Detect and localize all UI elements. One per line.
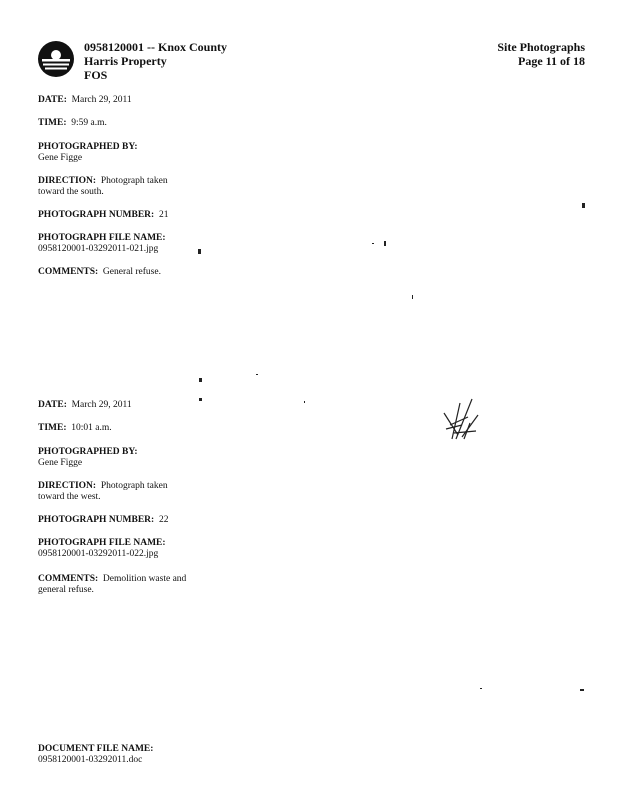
photo-number-field: PHOTOGRAPH NUMBER: 21 <box>38 210 169 220</box>
property-name: Harris Property <box>84 54 167 68</box>
time-field: TIME: 9:59 a.m. <box>38 118 107 128</box>
document-file-name: DOCUMENT FILE NAME: 0958120001-03292011.doc <box>38 744 154 765</box>
scan-speck <box>580 689 584 691</box>
photo-remnant-grass <box>432 395 484 441</box>
scan-speck <box>256 374 258 375</box>
file-name-field: PHOTOGRAPH FILE NAME: 0958120001-03292011-022.jpg <box>38 538 166 559</box>
time-field: TIME: 10:01 a.m. <box>38 423 112 433</box>
unit-name: FOS <box>84 68 108 82</box>
header-right <box>497 40 585 68</box>
scan-speck <box>582 203 585 208</box>
scan-speck <box>199 398 202 401</box>
scan-speck <box>384 241 386 246</box>
date-field: DATE: March 29, 2011 <box>38 95 132 105</box>
agency-logo <box>37 40 75 78</box>
direction-field: DIRECTION: Photograph taken toward the west. <box>38 481 168 502</box>
section-title: Site Photographs <box>497 40 585 54</box>
file-name-field: PHOTOGRAPH FILE NAME: 0958120001-03292011-021.jpg <box>38 233 166 254</box>
photo-number-field: PHOTOGRAPH NUMBER: 22 <box>38 515 169 525</box>
site-id-line: 0958120001 -- Knox County <box>84 40 228 54</box>
scan-speck <box>199 378 202 382</box>
scan-speck <box>480 688 482 689</box>
comments-field: COMMENTS: Demolition waste and general refuse. <box>38 574 187 595</box>
comments-field: COMMENTS: General refuse. <box>38 267 161 277</box>
page-number: Page 11 of 18 <box>518 54 585 68</box>
header-left <box>84 40 227 82</box>
direction-field: DIRECTION: Photograph taken toward the south. <box>38 176 168 197</box>
scan-speck <box>412 295 413 299</box>
scan-speck <box>372 243 374 244</box>
photographer-field: PHOTOGRAPHED BY: Gene Figge <box>38 142 138 163</box>
scan-speck <box>304 401 305 403</box>
date-field: DATE: March 29, 2011 <box>38 400 132 410</box>
scan-speck <box>198 249 201 254</box>
photographer-field: PHOTOGRAPHED BY: Gene Figge <box>38 447 138 468</box>
